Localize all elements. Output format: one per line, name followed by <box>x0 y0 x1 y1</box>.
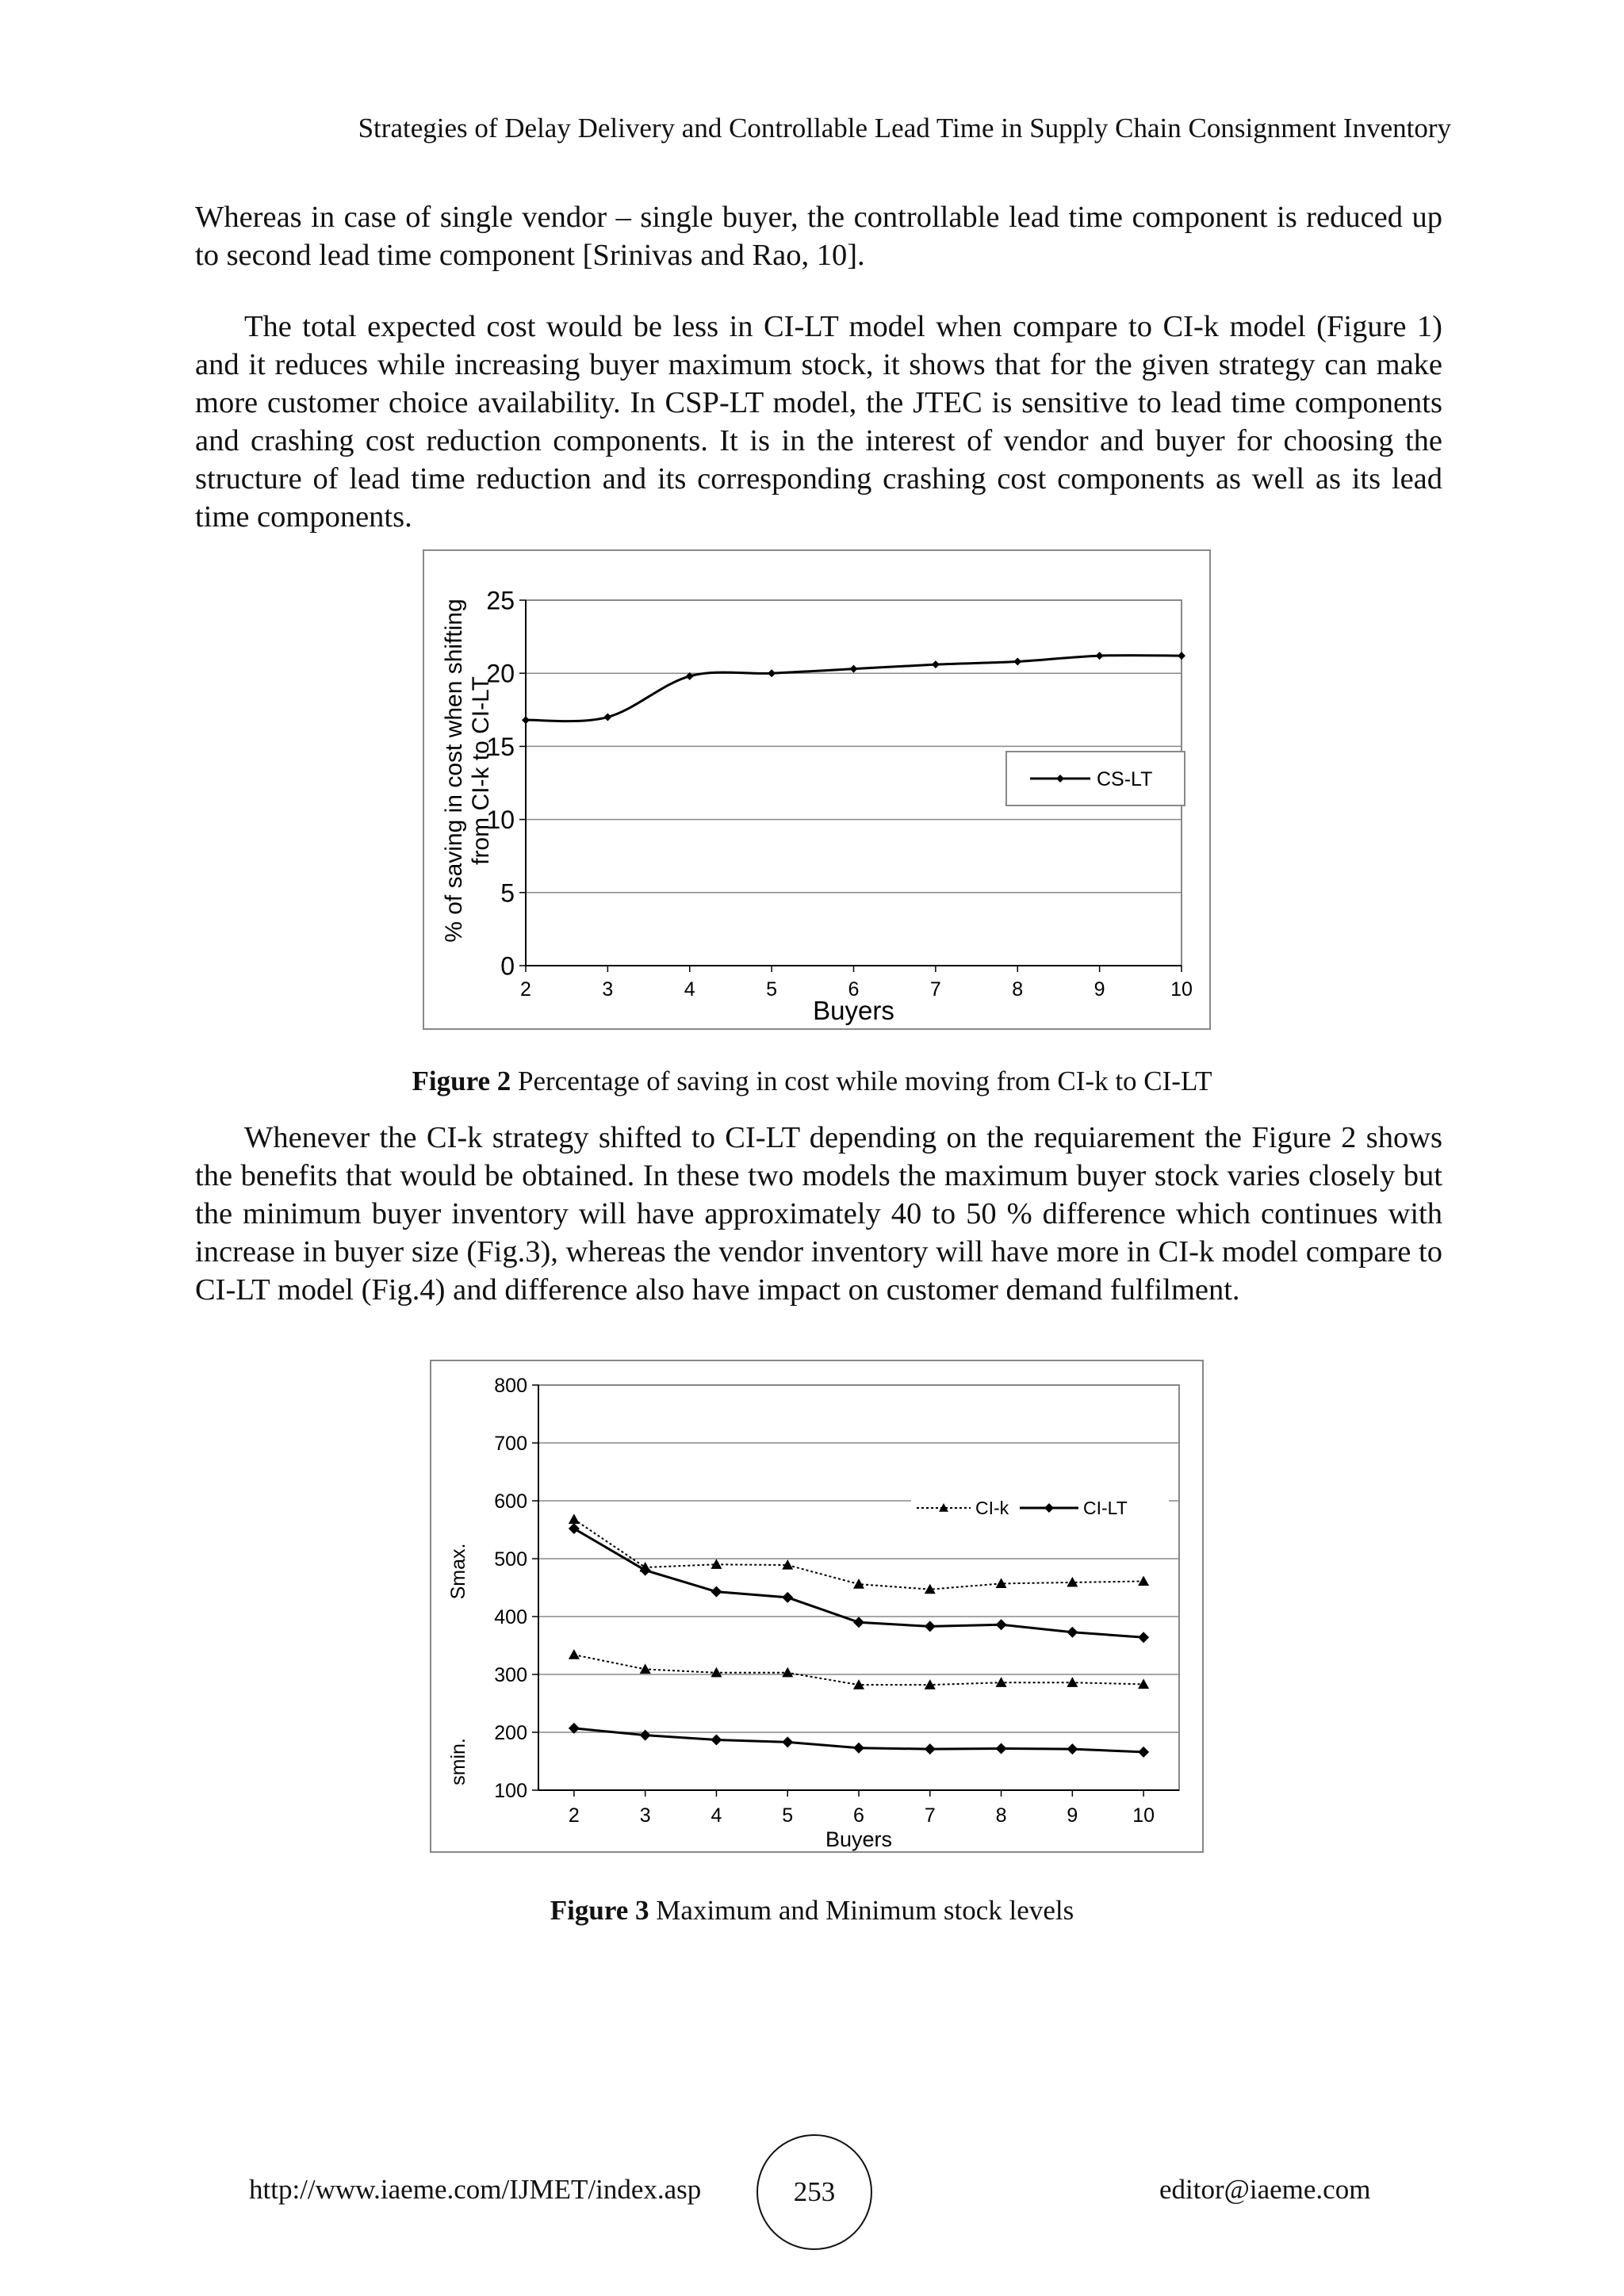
x-tick-label: 3 <box>602 978 614 1001</box>
y-tick-label: 500 <box>494 1548 527 1571</box>
y-tick-label: 100 <box>494 1780 527 1802</box>
y-tick-label: 25 <box>486 586 515 615</box>
x-tick-label: 5 <box>782 1804 794 1827</box>
figure-2-svg <box>424 551 1209 1028</box>
x-tick-label: 6 <box>848 978 860 1001</box>
figure-2-caption-text: Percentage of saving in cost while moving from CI-k to CI-LT <box>511 1066 1212 1096</box>
y-axis-label-smin: smin. <box>447 1738 469 1785</box>
y-axis-label <box>441 599 494 943</box>
legend-label: CS-LT <box>1097 768 1153 790</box>
figure-3-caption-text: Maximum and Minimum stock levels <box>649 1895 1074 1926</box>
footer-email[interactable]: editor@iaeme.com <box>1159 2174 1371 2205</box>
x-tick-label: 4 <box>684 978 695 1001</box>
y-tick-label: 0 <box>500 951 515 981</box>
x-tick-label: 8 <box>995 1804 1007 1827</box>
figure-2-label: Figure 2 <box>412 1066 511 1096</box>
x-axis-label: Buyers <box>825 1827 893 1851</box>
y-axis-label-line: from CI-k to CI-LT <box>468 676 494 865</box>
figure-3-caption <box>0 1895 1624 1927</box>
y-tick-label: 400 <box>494 1606 527 1628</box>
y-tick-label: 800 <box>494 1375 527 1397</box>
x-tick-label: 10 <box>1170 978 1193 1001</box>
x-tick-label: 2 <box>568 1804 580 1827</box>
x-tick-label: 8 <box>1012 978 1024 1001</box>
x-tick-label: 7 <box>924 1804 936 1827</box>
running-head: Strategies of Delay Delivery and Controllable Lead Time in Supply Chain Consignment Inventory <box>358 113 1451 144</box>
legend-label-ci-lt: CI-LT <box>1083 1498 1128 1518</box>
figure-3-label: Figure 3 <box>550 1895 649 1926</box>
x-tick-label: 10 <box>1132 1804 1155 1827</box>
figure-3-svg <box>431 1361 1202 1851</box>
y-axis-label-line: % of saving in cost when shifting <box>441 599 467 943</box>
x-tick-label: 5 <box>766 978 778 1001</box>
paragraph-2: The total expected cost would be less in CI-LT model when compare to CI-k model (Figure 1) and it reduces while increasing buyer maximum stock, it shows that for the given strategy can make more customer choice availability. In CSP-LT model, the JTEC is sensitive to lead time components and crashing cost reduction components. It is in the interest of vendor and buyer for choosing the structure of lead time reduction and its corresponding crashing cost components as well as its lead time components. <box>195 310 1442 534</box>
y-tick-label: 300 <box>494 1664 527 1686</box>
paragraph-1: Whereas in case of single vendor – single buyer, the controllable lead time component is reduced up to second lead time component [Srinivas and Rao, 10]. <box>195 201 1442 272</box>
figure-2-caption <box>0 1066 1624 1097</box>
y-tick-label: 15 <box>486 732 515 761</box>
x-tick-label: 6 <box>853 1804 864 1827</box>
figure-2-chart <box>423 549 1211 1030</box>
y-axis-label-smax: Smax. <box>447 1543 469 1600</box>
page-number: 253 <box>756 2134 872 2250</box>
y-tick-label: 5 <box>500 878 515 908</box>
y-tick-label: 20 <box>486 659 515 688</box>
x-tick-label: 9 <box>1094 978 1105 1001</box>
y-tick-label: 600 <box>494 1490 527 1513</box>
x-axis-label: Buyers <box>813 996 894 1025</box>
paragraph-3: Whenever the CI-k strategy shifted to CI-LT depending on the requiarement the Figure 2 shows the benefits that would be obtained. In these two models the maximum buyer stock varies closely but the minimum buyer inventory will have approximately 40 to 50 % difference which continues with increase in buyer size (Fig.3), whereas the vendor inventory will have more in CI-k model compare to CI-LT model (Fig.4) and difference also have impact on customer demand fulfilment. <box>195 1121 1442 1307</box>
x-tick-label: 2 <box>520 978 531 1001</box>
x-tick-label: 7 <box>929 978 941 1001</box>
footer-url[interactable]: http://www.iaeme.com/IJMET/index.asp <box>249 2174 702 2205</box>
figure-3-chart <box>430 1360 1204 1853</box>
x-tick-label: 3 <box>639 1804 651 1827</box>
x-tick-label: 9 <box>1067 1804 1078 1827</box>
y-tick-label: 700 <box>494 1433 527 1455</box>
y-tick-label: 10 <box>486 806 515 835</box>
legend-label-ci-k: CI-k <box>975 1498 1009 1518</box>
x-tick-label: 4 <box>710 1804 722 1827</box>
y-tick-label: 200 <box>494 1722 527 1744</box>
